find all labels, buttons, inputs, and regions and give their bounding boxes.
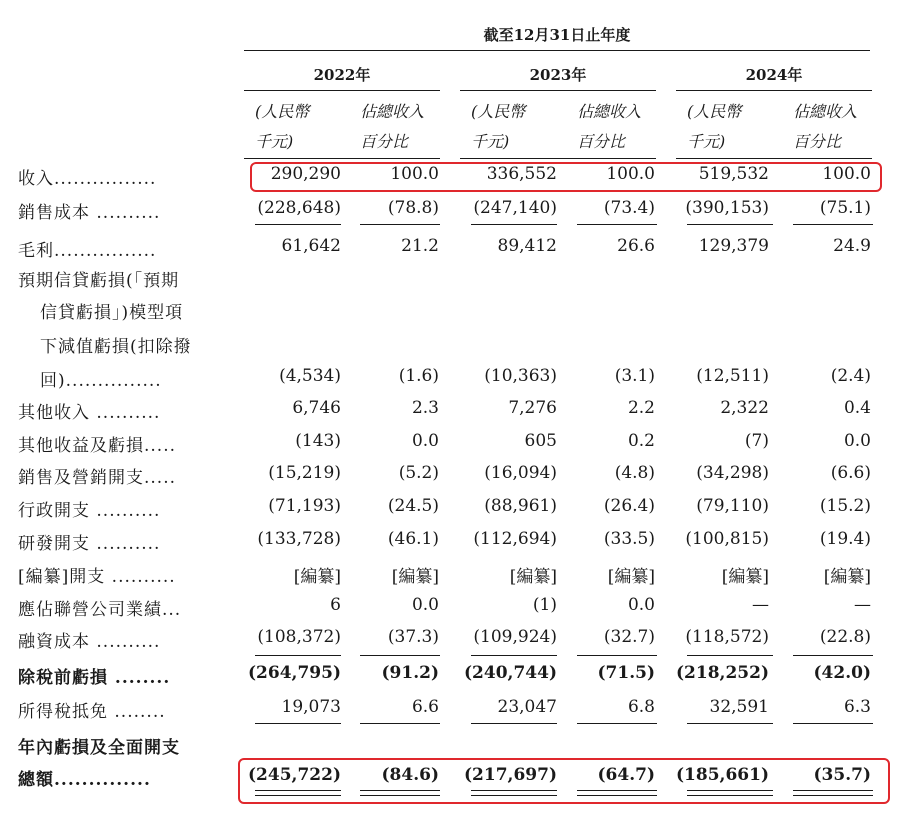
table-cell: 336,552: [486, 164, 557, 184]
table-cell: (112,694): [473, 529, 557, 549]
table-cell: 61,642: [281, 236, 341, 256]
table-cell: (78.8): [387, 198, 439, 218]
subtotal-rule: [255, 723, 341, 724]
table-cell: (264,795): [248, 663, 341, 683]
table-cell: (228,648): [257, 198, 341, 218]
table-cell: 6.6: [411, 697, 439, 717]
row-label: 總額..............: [18, 770, 151, 790]
table-cell: [編纂]: [391, 567, 439, 587]
period-title: 截至12月31日止年度: [483, 26, 631, 44]
table-cell: (7): [744, 431, 769, 451]
table-cell: (91.2): [381, 663, 439, 683]
subtotal-rule: [360, 723, 440, 724]
table-cell: 100.0: [390, 164, 439, 184]
table-cell: (24.5): [387, 496, 439, 516]
table-cell: (19.4): [819, 529, 871, 549]
row-label: 收入................: [18, 169, 157, 189]
pretax-rule: [255, 655, 341, 656]
subheader-rule-2022: [244, 158, 440, 159]
row-label: 其他收入 ..........: [18, 403, 161, 423]
row-label: 研發開支 ..........: [18, 534, 161, 554]
subheader-cell: 百分比: [360, 132, 409, 151]
table-cell: (2.4): [830, 366, 871, 386]
table-cell: —: [854, 595, 871, 615]
table-cell: [編纂]: [607, 567, 655, 587]
subheader-cell: 佔總收入: [577, 102, 642, 121]
table-cell: 21.2: [401, 236, 439, 256]
subheader-cell: 千元): [471, 132, 510, 151]
table-cell: (133,728): [257, 529, 341, 549]
table-cell: 2.3: [411, 398, 439, 418]
table-cell: 0.0: [627, 595, 655, 615]
subheader-cell: 千元): [687, 132, 726, 151]
table-cell: 129,379: [698, 236, 769, 256]
table-cell: (35.7): [813, 765, 871, 785]
year-rule-2022: [244, 90, 440, 91]
row-label: 除稅前虧損 ........: [18, 668, 171, 688]
row-label: 融資成本 ..........: [18, 632, 161, 652]
subheader-cell: 千元): [255, 132, 294, 151]
table-cell: (15,219): [268, 463, 341, 483]
table-cell: (247,140): [473, 198, 557, 218]
table-cell: (88,961): [484, 496, 557, 516]
table-cell: (22.8): [819, 627, 871, 647]
table-cell: (16,094): [484, 463, 557, 483]
year-header-2024: 2024年: [745, 66, 803, 84]
table-cell: (1.6): [398, 366, 439, 386]
pretax-rule: [471, 655, 557, 656]
subtotal-rule: [577, 723, 657, 724]
table-cell: 26.6: [617, 236, 655, 256]
table-cell: 0.0: [411, 595, 439, 615]
table-cell: (71.5): [597, 663, 655, 683]
row-label: 所得稅抵免 ........: [18, 702, 166, 722]
revenue-highlight-box: [250, 162, 882, 192]
table-cell: (118,572): [685, 627, 769, 647]
row-label: 應佔聯營公司業績...: [18, 600, 182, 620]
table-cell: 0.4: [843, 398, 871, 418]
row-label: 下減值虧損(扣除撥: [40, 337, 192, 357]
subheader-cell: 百分比: [577, 132, 626, 151]
table-cell: (3.1): [614, 366, 655, 386]
pretax-rule: [687, 655, 773, 656]
subtotal-rule: [793, 723, 873, 724]
table-cell: (75.1): [819, 198, 871, 218]
table-cell: (5.2): [398, 463, 439, 483]
row-label: 其他收益及虧損.....: [18, 436, 177, 456]
table-cell: (84.6): [381, 765, 439, 785]
table-cell: 19,073: [281, 697, 341, 717]
table-cell: 6,746: [292, 398, 341, 418]
subheader-rule-2023: [460, 158, 656, 159]
subtotal-rule: [471, 723, 557, 724]
subheader-cell: 佔總收入: [793, 102, 858, 121]
table-cell: 0.0: [411, 431, 439, 451]
gross-profit-rule: [255, 224, 341, 225]
table-cell: 100.0: [822, 164, 871, 184]
row-label: 信貸虧損」)模型項: [40, 303, 184, 323]
row-label: 行政開支 ..........: [18, 501, 161, 521]
subheader-cell: 佔總收入: [360, 102, 425, 121]
table-cell: (108,372): [257, 627, 341, 647]
table-cell: (33.5): [603, 529, 655, 549]
year-rule-2023: [460, 90, 656, 91]
table-cell: (79,110): [696, 496, 769, 516]
pretax-rule: [360, 655, 440, 656]
table-cell: (100,815): [685, 529, 769, 549]
table-cell: 290,290: [270, 164, 341, 184]
table-cell: (109,924): [473, 627, 557, 647]
table-cell: 2.2: [627, 398, 655, 418]
table-cell: 32,591: [709, 697, 769, 717]
table-cell: [編纂]: [721, 567, 769, 587]
table-cell: (143): [295, 431, 341, 451]
row-label: 年內虧損及全面開支: [18, 738, 180, 758]
table-cell: (217,697): [464, 765, 557, 785]
table-cell: (240,744): [464, 663, 557, 683]
subheader-rule-2024: [676, 158, 872, 159]
subheader-cell: (人民幣: [687, 102, 742, 121]
table-cell: (1): [532, 595, 557, 615]
row-label: 毛利................: [18, 241, 157, 261]
pretax-rule: [793, 655, 873, 656]
table-cell: (32.7): [603, 627, 655, 647]
table-cell: 6.3: [843, 697, 871, 717]
table-cell: (218,252): [676, 663, 769, 683]
table-cell: (390,153): [685, 198, 769, 218]
table-cell: (10,363): [484, 366, 557, 386]
row-label: [編纂]開支 ..........: [18, 567, 176, 587]
table-cell: (185,661): [676, 765, 769, 785]
year-rule-2024: [676, 90, 872, 91]
gross-profit-rule: [793, 224, 873, 225]
total-loss-highlight-box: [238, 758, 890, 804]
subheader-cell: (人民幣: [471, 102, 526, 121]
table-cell: (34,298): [696, 463, 769, 483]
table-cell: 89,412: [497, 236, 557, 256]
table-cell: (4,534): [279, 366, 341, 386]
row-label: 預期信貸虧損(「預期: [18, 271, 180, 291]
year-header-2023: 2023年: [529, 66, 587, 84]
table-cell: (4.8): [614, 463, 655, 483]
table-cell: 0.2: [627, 431, 655, 451]
row-label: 銷售及營銷開支.....: [18, 468, 177, 488]
table-cell: —: [752, 595, 769, 615]
table-cell: 23,047: [497, 697, 557, 717]
table-cell: (73.4): [603, 198, 655, 218]
subheader-cell: (人民幣: [255, 102, 310, 121]
table-cell: (245,722): [248, 765, 341, 785]
table-cell: (46.1): [387, 529, 439, 549]
subtotal-rule: [687, 723, 773, 724]
year-header-2022: 2022年: [313, 66, 371, 84]
table-cell: 0.0: [843, 431, 871, 451]
row-label: 回)...............: [40, 371, 162, 391]
table-cell: (6.6): [830, 463, 871, 483]
table-cell: (37.3): [387, 627, 439, 647]
table-cell: 6.8: [627, 697, 655, 717]
gross-profit-rule: [360, 224, 440, 225]
table-cell: (71,193): [268, 496, 341, 516]
row-label: 銷售成本 ..........: [18, 203, 161, 223]
table-cell: (42.0): [813, 663, 871, 683]
table-cell: 6: [330, 595, 341, 615]
table-cell: 24.9: [833, 236, 871, 256]
table-cell: (12,511): [696, 366, 769, 386]
table-cell: 7,276: [508, 398, 557, 418]
table-cell: [編纂]: [509, 567, 557, 587]
table-cell: 605: [524, 431, 557, 451]
gross-profit-rule: [687, 224, 773, 225]
gross-profit-rule: [471, 224, 557, 225]
table-cell: 100.0: [606, 164, 655, 184]
header-rule: [244, 50, 870, 51]
pretax-rule: [577, 655, 657, 656]
table-cell: (64.7): [597, 765, 655, 785]
table-cell: (26.4): [603, 496, 655, 516]
gross-profit-rule: [577, 224, 657, 225]
table-cell: 2,322: [720, 398, 769, 418]
table-cell: [編纂]: [823, 567, 871, 587]
subheader-cell: 百分比: [793, 132, 842, 151]
table-cell: [編纂]: [293, 567, 341, 587]
table-cell: 519,532: [698, 164, 769, 184]
table-cell: (15.2): [819, 496, 871, 516]
